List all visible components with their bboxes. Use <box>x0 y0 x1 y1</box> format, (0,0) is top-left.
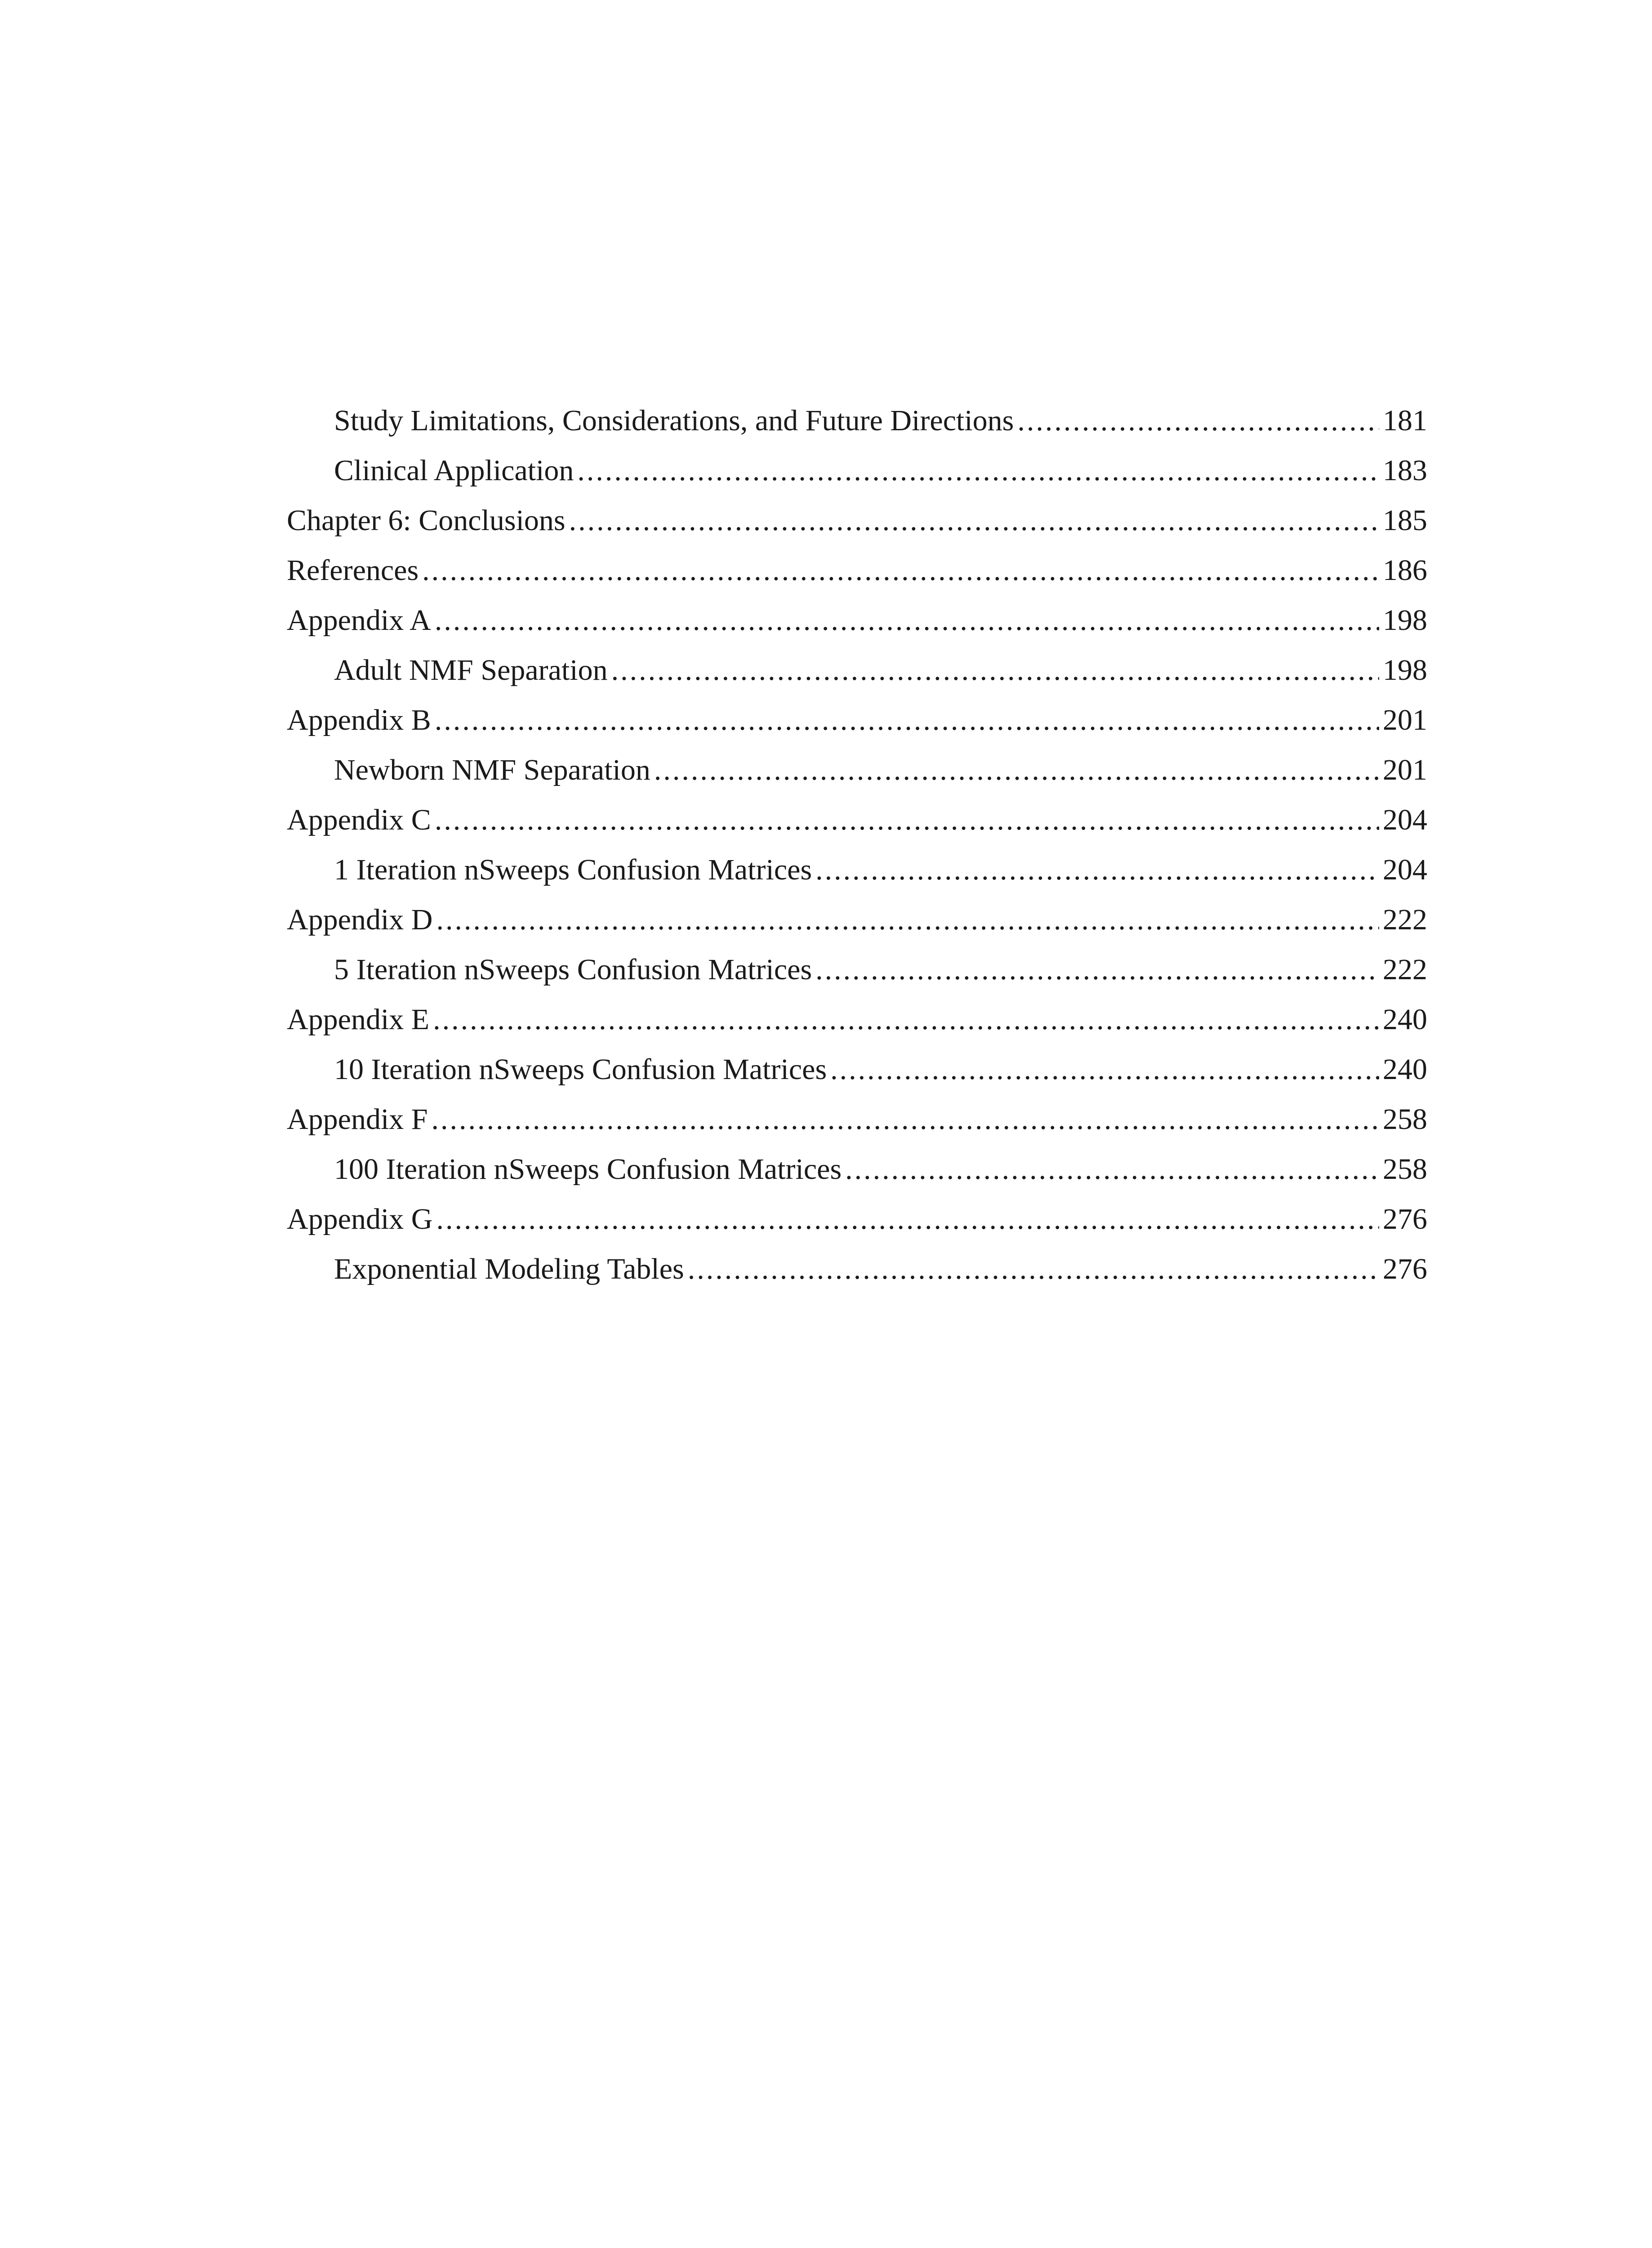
toc-entry-title: 1 Iteration nSweeps Confusion Matrices <box>334 853 812 886</box>
toc-entry <box>287 545 1427 595</box>
toc-entry-page: 258 <box>1383 1153 1427 1186</box>
toc-entry-page: 201 <box>1383 754 1427 786</box>
toc-dot-leader <box>830 1044 1379 1094</box>
toc-dot-leader <box>815 945 1379 995</box>
toc-entry-title: Appendix G <box>287 1203 433 1236</box>
toc-entry-title: Adult NMF Separation <box>334 654 608 687</box>
toc-entry-title: Appendix C <box>287 803 431 836</box>
toc-entry <box>287 446 1427 495</box>
toc-entry-page: 204 <box>1383 853 1427 886</box>
toc-dot-leader <box>815 845 1379 895</box>
toc-entry <box>287 845 1427 895</box>
toc-entry <box>287 595 1427 645</box>
toc-entry-page: 185 <box>1383 504 1427 537</box>
toc-entry-title: 5 Iteration nSweeps Confusion Matrices <box>334 953 812 986</box>
toc-dot-leader <box>435 595 1379 645</box>
toc-entry-title: Chapter 6: Conclusions <box>287 504 566 537</box>
toc-dot-leader <box>569 495 1379 545</box>
toc-entry-page: 276 <box>1383 1203 1427 1236</box>
toc-entry <box>287 895 1427 945</box>
toc-entry <box>287 1194 1427 1244</box>
toc-entry <box>287 945 1427 995</box>
toc-entry <box>287 1244 1427 1294</box>
toc-entry-title: Appendix B <box>287 704 431 736</box>
toc-dot-leader <box>688 1244 1379 1294</box>
toc-dot-leader <box>1017 396 1379 446</box>
toc-entry-page: 201 <box>1383 704 1427 736</box>
toc-entry-title: 10 Iteration nSweeps Confusion Matrices <box>334 1053 827 1086</box>
toc-dot-leader <box>845 1144 1379 1194</box>
toc-entry-title: Appendix D <box>287 903 433 936</box>
toc-dot-leader <box>435 795 1379 845</box>
toc-entry-title: Newborn NMF Separation <box>334 754 650 786</box>
toc-entry-title: Appendix A <box>287 604 431 637</box>
toc-entry <box>287 745 1427 795</box>
toc-entry <box>287 1094 1427 1144</box>
toc-entry-page: 198 <box>1383 654 1427 687</box>
toc-entry <box>287 396 1427 446</box>
toc-entry <box>287 495 1427 545</box>
toc-entry-title: References <box>287 554 419 587</box>
toc-entry-page: 258 <box>1383 1103 1427 1136</box>
toc-entry-title: Exponential Modeling Tables <box>334 1253 684 1285</box>
toc-entry-page: 222 <box>1383 953 1427 986</box>
toc-dot-leader <box>611 645 1379 695</box>
toc-entry <box>287 795 1427 845</box>
toc-dot-leader <box>436 895 1379 945</box>
toc-entry <box>287 995 1427 1044</box>
toc-entry-page: 240 <box>1383 1053 1427 1086</box>
toc-entry-title: Clinical Application <box>334 454 574 487</box>
toc-entry-title: Appendix F <box>287 1103 428 1136</box>
toc-dot-leader <box>432 1094 1380 1144</box>
toc-entry-page: 181 <box>1383 404 1427 437</box>
toc-dot-leader <box>577 446 1379 495</box>
toc-entry-page: 276 <box>1383 1253 1427 1285</box>
toc-entry-title: 100 Iteration nSweeps Confusion Matrices <box>334 1153 842 1186</box>
table-of-contents <box>287 396 1427 1294</box>
toc-entry-page: 204 <box>1383 803 1427 836</box>
toc-entry <box>287 645 1427 695</box>
toc-entry-page: 183 <box>1383 454 1427 487</box>
toc-dot-leader <box>435 695 1379 745</box>
toc-dot-leader <box>422 545 1379 595</box>
toc-entry-title: Appendix E <box>287 1003 430 1036</box>
toc-entry-page: 222 <box>1383 903 1427 936</box>
toc-entry <box>287 1044 1427 1094</box>
toc-entry-page: 186 <box>1383 554 1427 587</box>
toc-dot-leader <box>436 1194 1379 1244</box>
toc-entry-page: 198 <box>1383 604 1427 637</box>
toc-entry <box>287 1144 1427 1194</box>
toc-dot-leader <box>654 745 1379 795</box>
toc-entry-title: Study Limitations, Considerations, and Future Directions <box>334 404 1014 437</box>
toc-entry <box>287 695 1427 745</box>
toc-entry-page: 240 <box>1383 1003 1427 1036</box>
toc-dot-leader <box>433 995 1379 1044</box>
